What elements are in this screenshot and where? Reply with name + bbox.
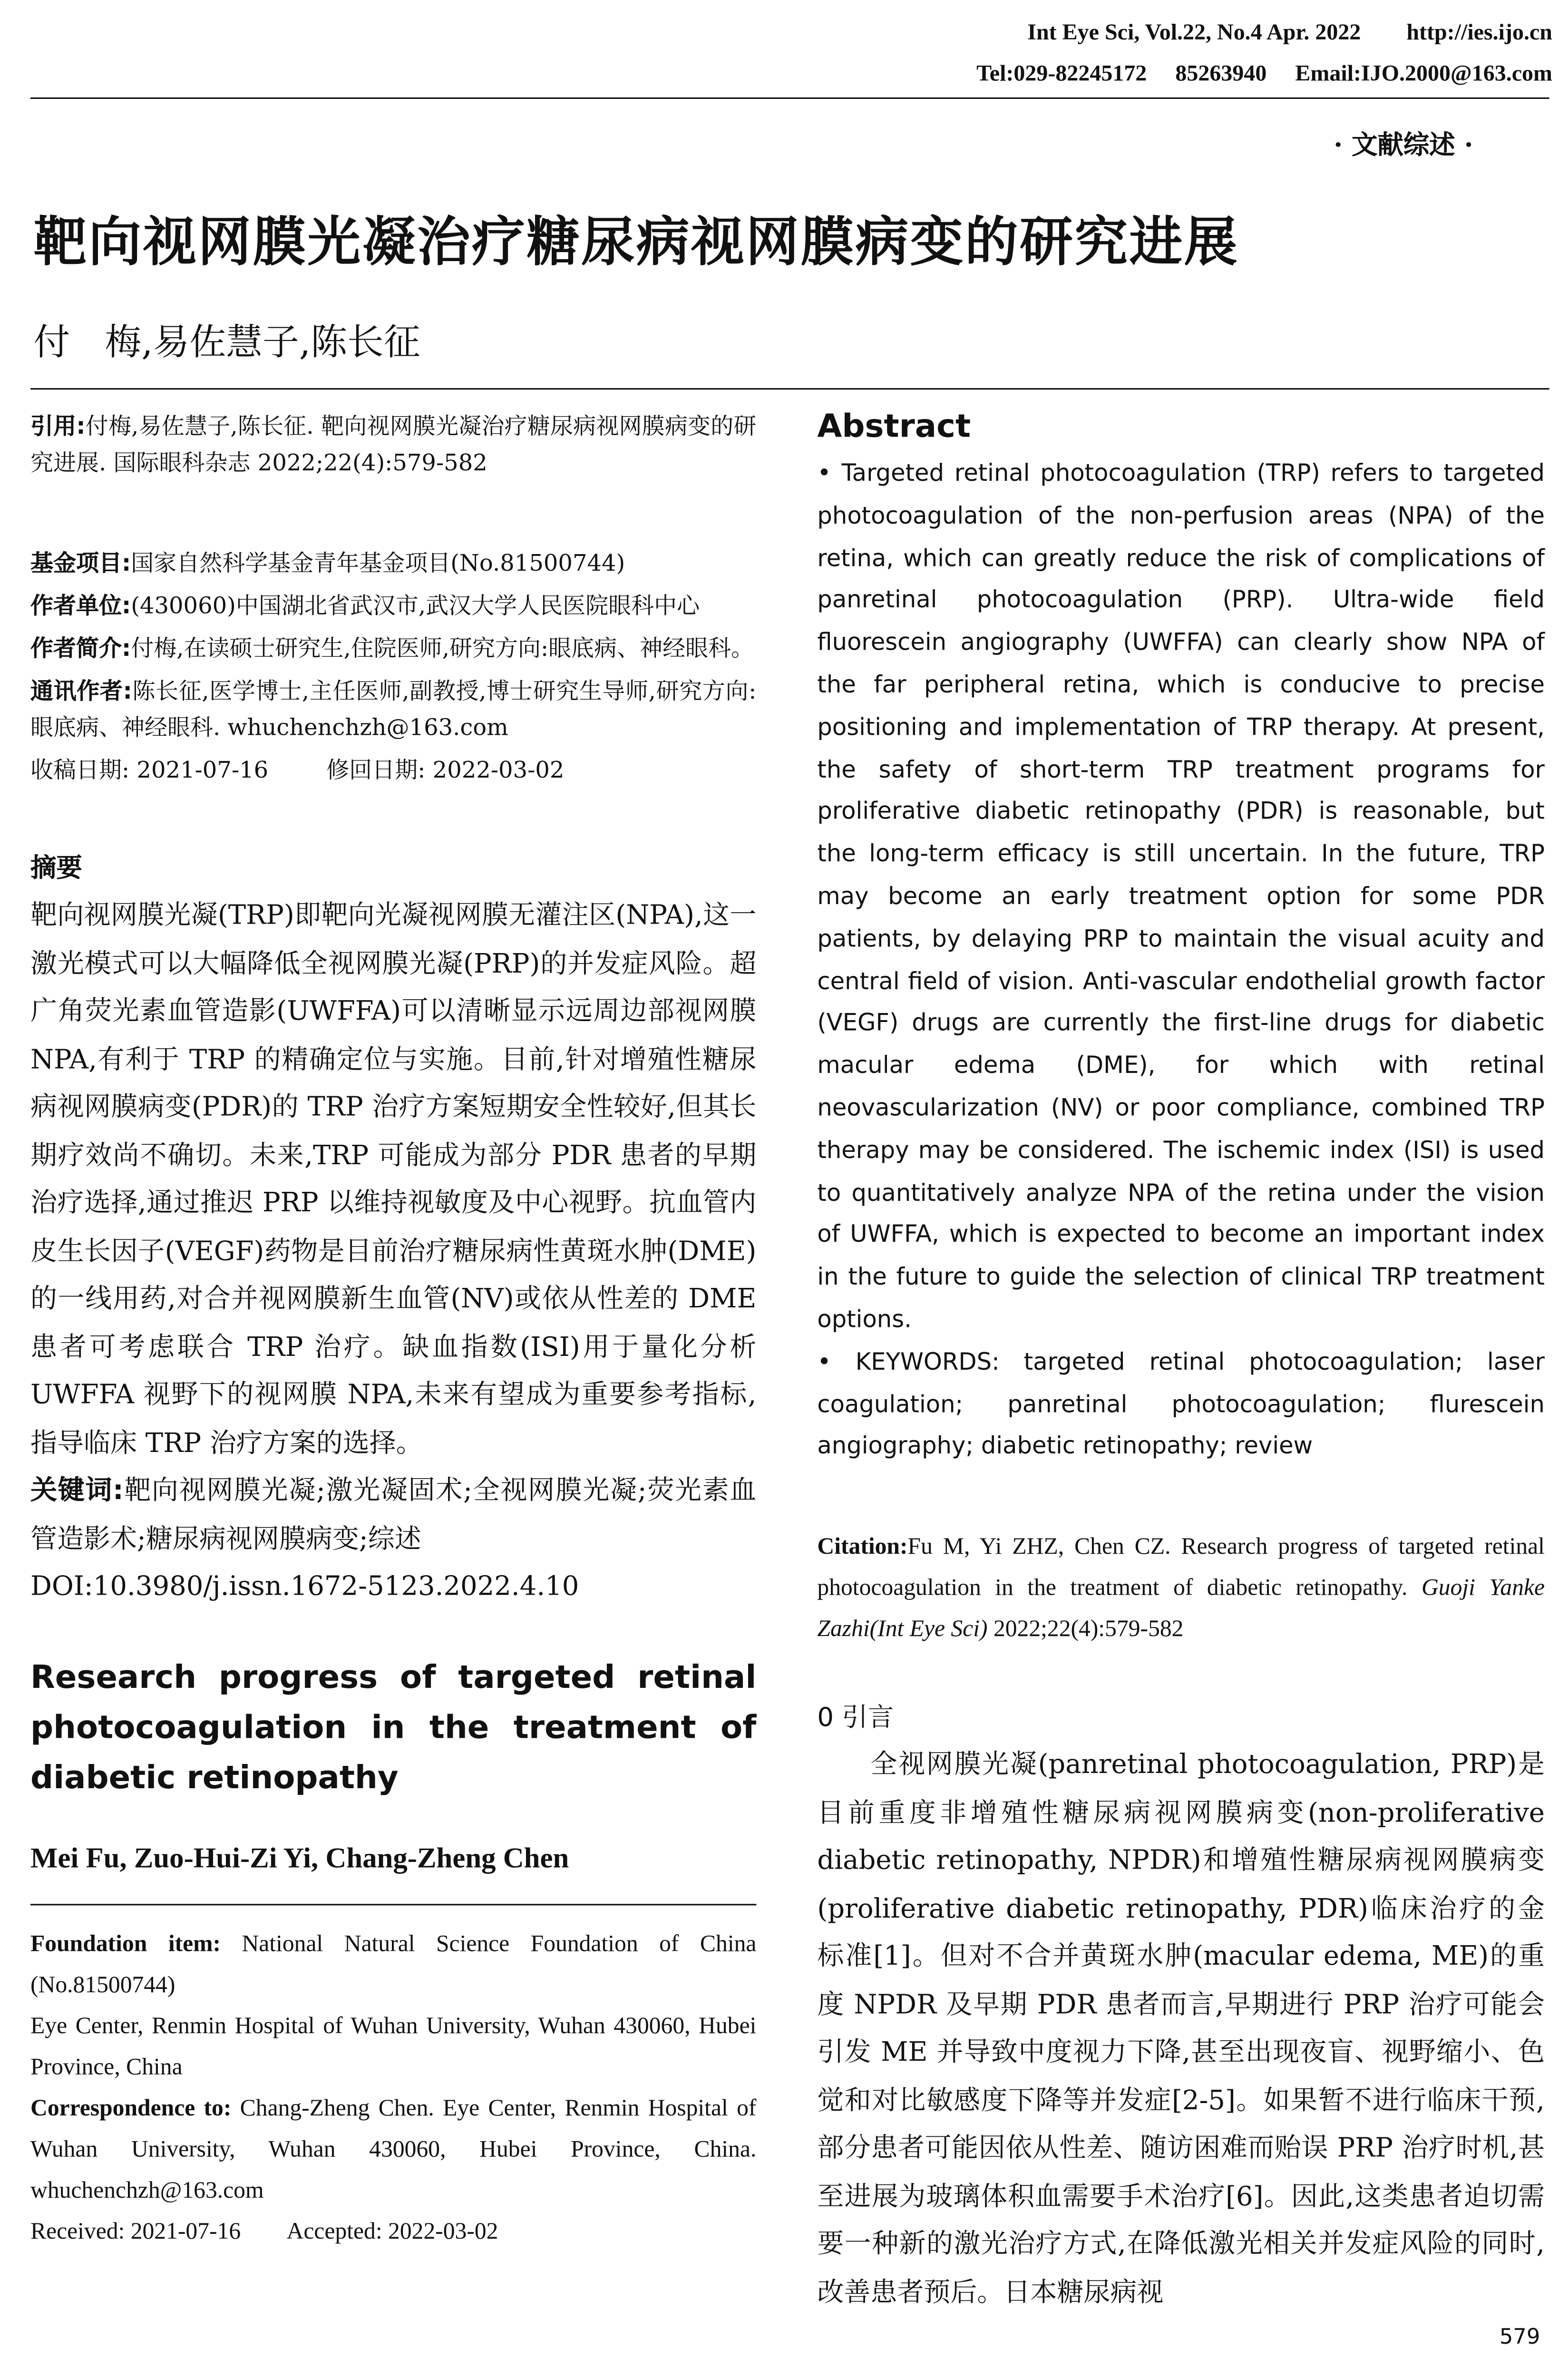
citation-cn-label: 引用:: [30, 412, 86, 440]
journal-header: Int Eye Sci, Vol.22, No.4 Apr. 2022 http://ies.ijo.cn: [1027, 21, 1552, 46]
contact-header: Tel:029-82245172 85263940 Email:IJO.2000@163.com: [976, 62, 1552, 87]
fund-text: 国家自然科学基金青年基金项目(No.81500744): [131, 549, 625, 577]
english-title: Research progress of targeted retinal photocoagulation in the treatment of diabetic retinopathy: [30, 1658, 757, 1795]
bio-label: 作者简介:: [30, 634, 131, 662]
bullet-icon: •: [817, 1348, 831, 1375]
correspondence: [30, 2087, 756, 2211]
foundation-item: [30, 1923, 756, 2005]
bio-text: 付梅,在读硕士研究生,住院医师,研究方向:眼底病、神经眼科。: [131, 634, 754, 662]
keywords-en-label: KEYWORDS:: [855, 1348, 1000, 1375]
bullet-icon: •: [817, 459, 831, 487]
header-rule: [30, 97, 1549, 99]
abstract-en-heading: Abstract: [817, 408, 971, 445]
corr-label: 通讯作者:: [30, 677, 132, 705]
intro-text: 全视网膜光凝(panretinal photocoagulation, PRP)是目前重度非增殖性糖尿病视网膜病变(non-proliferative diabetic retinopathy, NPDR)和增殖性糖尿病视网膜病变(proliferative diabetic retinopathy, PDR)临床治疗的金标准[1]。但对不合并黄斑水肿(macular edema, ME)的重度 NPDR 及早期 PDR 患者而言,早期进行 PRP 治疗可能会引发 ME 并导致中度视力下降,甚至出现夜盲、视野缩小、色觉和对比敏感度下降等并发症[2-5]。如果暂不进行临床干预,部分患者可能因依从性差、随访困难而贻误 PRP 治疗时机,甚至进展为玻璃体积血需要手术治疗[6]。因此,这类患者迫切需要一种新的激光治疗方式,在降低激光相关并发症风险的同时,改善患者预后。日本糖尿病视: [817, 1750, 1545, 2309]
keywords-en: [817, 1342, 1545, 1469]
citation-cn-text: 付梅,易佐慧子,陈长征. 靶向视网膜光凝治疗糖尿病视网膜病变的研究进展. 国际眼科杂志 2022;22(4):579-582: [30, 412, 757, 477]
doi: DOI:10.3980/j.issn.1672-5123.2022.4.10: [30, 1572, 579, 1603]
unit-text: (430060)中国湖北省武汉市,武汉大学人民医院眼科中心: [131, 592, 700, 620]
eye-center: Eye Center, Renmin Hospital of Wuhan University, Wuhan 430060, Hubei Province, China: [30, 2013, 757, 2080]
abstract-en-text: [817, 454, 1545, 1342]
foundation-text: National Natural Science Foundation of China (No.81500744): [30, 1930, 757, 1997]
keywords-en-text: targeted retinal photocoagulation; laser coagulation; panretinal photocoagulation; flurescein angiography; diabetic retinopathy; review: [817, 1348, 1545, 1460]
keywords-cn: [30, 1469, 756, 1565]
unit-label: 作者单位:: [30, 592, 131, 620]
unit-info: [30, 587, 756, 624]
english-authors: Mei Fu, Zuo-Hui-Zi Yi, Chang-Zheng Chen: [30, 1842, 569, 1874]
citation-en-journal: Guoji Yanke Zazhi(Int Eye Sci): [817, 1575, 1545, 1643]
fund-label: 基金项目:: [30, 549, 131, 577]
left-column: [30, 408, 756, 2252]
keywords-cn-text: 靶向视网膜光凝;激光凝固术;全视网膜光凝;荧光素血管造影术;糖尿病视网膜病变;综述: [30, 1476, 757, 1555]
received-dates-cn: 收稿日期: 2021-07-16 修回日期: 2022-03-02: [30, 756, 565, 784]
fund-info: [30, 545, 756, 582]
corr-text: 陈长征,医学博士,主任医师,副教授,博士研究生导师,研究方向:眼底病、神经眼科. whuchenchzh@163.com: [30, 677, 757, 741]
page-number: 579: [1499, 2325, 1540, 2350]
citation-en-text: Fu M, Yi ZHZ, Chen CZ. Research progress of targeted retinal photocoagulation in the treatment of diabetic retinopathy.: [817, 1534, 1545, 1601]
citation-cn: [30, 408, 756, 481]
abstract-en-body: Targeted retinal photocoagulation (TRP) refers to targeted photocoagulation of the non-perfusion areas (NPA) of the retina, which can greatly reduce the risk of complications of panretinal photocoagulation (PRP). Ultra-wide field fluorescein angiography (UWFFA) can clearly show NPA of the far peripheral retina, which is conducive to precise positioning and implementation of TRP therapy. At present, the safety of short-term TRP treatment programs for proliferative diabetic retinopathy (PDR) is reasonable, but the long-term efficacy is still uncertain. In the future, TRP may become an early treatment option for some PDR patients, by delaying PRP to maintain the visual acuity and central field of vision. Anti-vascular endothelial growth factor (VEGF) drugs are currently the first-line drugs for diabetic macular edema (DME), for which with retinal neovascularization (NV) or poor compliance, combined TRP therapy may be considered. The ischemic index (ISI) is used to quantitatively analyze NPA of the retina under the vision of UWFFA, which is expected to become an important index in the future to guide the selection of clinical TRP treatment options.: [817, 459, 1545, 1333]
correspondence-label: Correspondence to:: [30, 2094, 232, 2121]
received-dates-en: Received: 2021-07-16 Accepted: 2022-03-02: [30, 2218, 498, 2244]
citation-en-label: Citation:: [817, 1534, 908, 1560]
bio-info: [30, 630, 756, 667]
citation-en-tail: 2022;22(4):579-582: [987, 1616, 1184, 1643]
citation-en: [817, 1527, 1545, 1650]
abstract-cn-text: 靶向视网膜光凝(TRP)即靶向光凝视网膜无灌注区(NPA),这一激光模式可以大幅降低全视网膜光凝(PRP)的并发症风险。超广角荧光素血管造影(UWFFA)可以清晰显示远周边部视网膜 NPA,有利于 TRP 的精确定位与实施。目前,针对增殖性糖尿病视网膜病变(PDR)的 TRP 治疗方案短期安全性较好,但其长期疗效尚不确切。未来,TRP 可能成为部分 PDR 患者的早期治疗选择,通过推迟 PRP 以维持视敏度及中心视野。抗血管内皮生长因子(VEGF)药物是目前治疗糖尿病性黄斑水肿(DME)的一线用药,对合并视网膜新生血管(NV)或依从性差的 DME 患者可考虑联合 TRP 治疗。缺血指数(ISI)用于量化分析 UWFFA 视野下的视网膜 NPA,未来有望成为重要参考指标,指导临床 TRP 治疗方案的选择。: [30, 901, 757, 1459]
correspondence-text: Chang-Zheng Chen. Eye Center, Renmin Hospital of Wuhan University, Wuhan 430060, Hubei Province, China. whuchenchzh@163.com: [30, 2094, 757, 2203]
section-label: · 文献综述 ·: [1334, 131, 1473, 162]
chinese-title: 靶向视网膜光凝治疗糖尿病视网膜病变的研究进展: [33, 213, 1239, 274]
keywords-cn-label: 关键词:: [30, 1476, 124, 1507]
foundation-label: Foundation item:: [30, 1930, 221, 1957]
corr-info: [30, 672, 756, 746]
abstract-cn-heading: 摘要: [30, 854, 82, 885]
intro-heading: 0 引言: [817, 1703, 894, 1734]
authors-rule: [30, 1903, 756, 1905]
right-column: [817, 408, 1545, 2318]
chinese-authors: 付 梅,易佐慧子,陈长征: [33, 321, 420, 364]
title-rule: [30, 388, 1549, 390]
